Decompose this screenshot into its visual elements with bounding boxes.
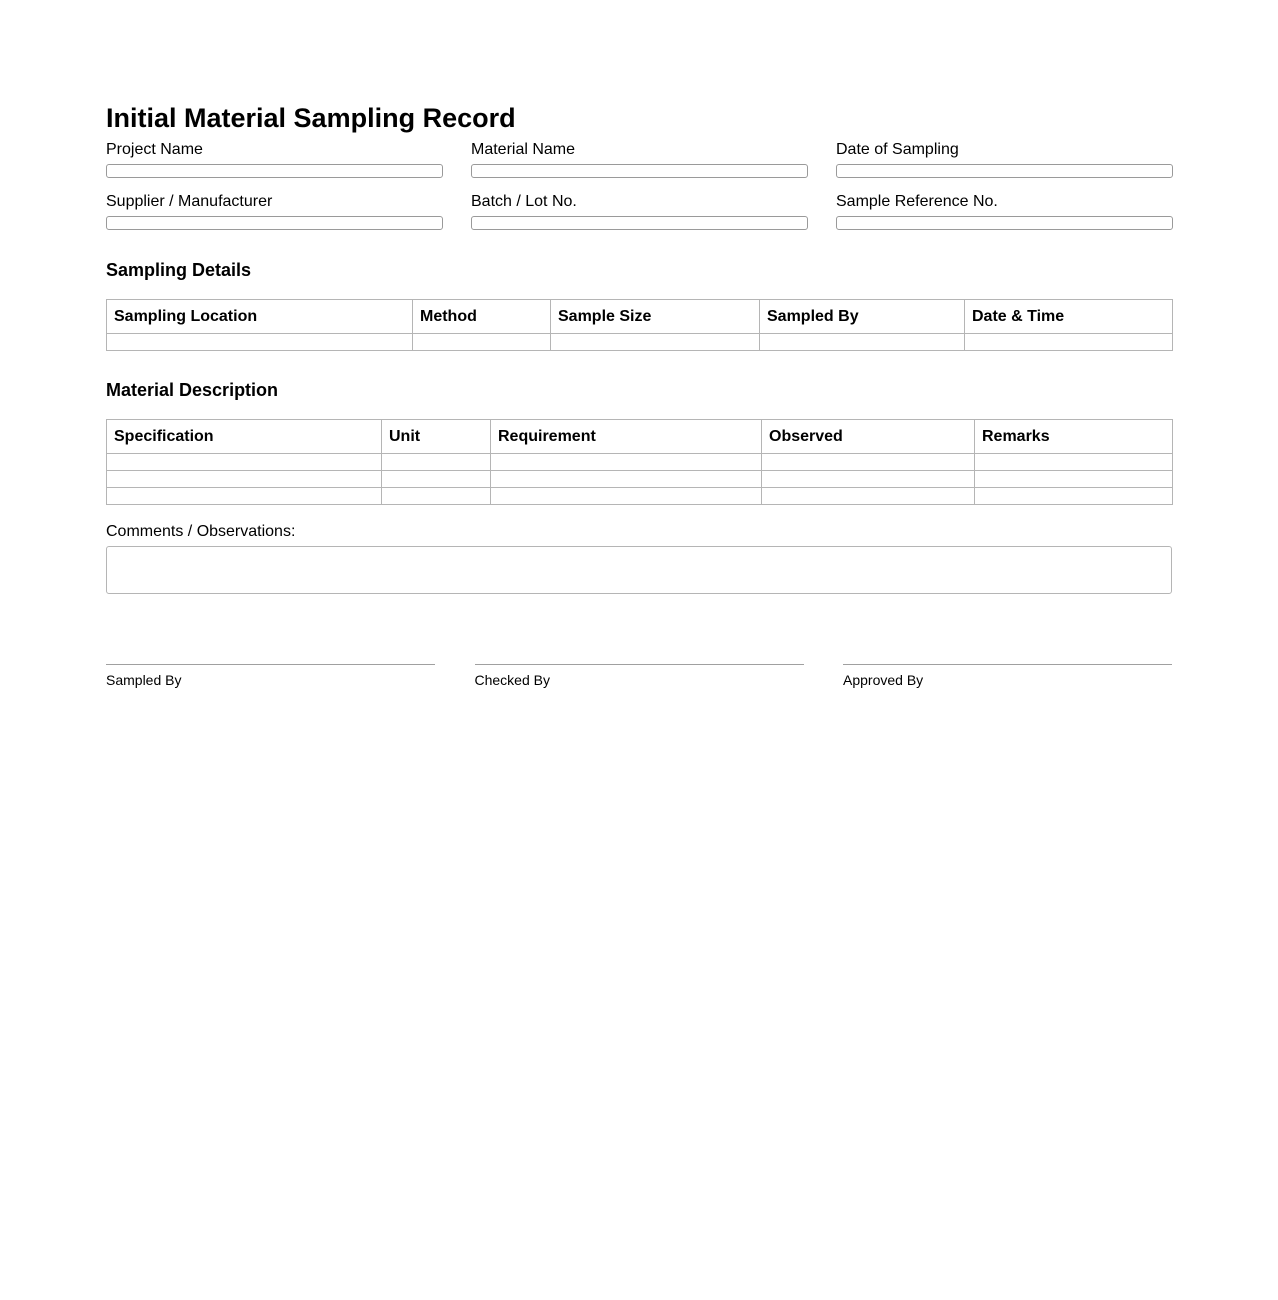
table-cell[interactable] [975,471,1173,488]
comments-textarea[interactable] [106,546,1172,594]
table-header-row [107,300,1173,334]
field-label: Sample Reference No. [836,193,998,210]
table-cell[interactable] [762,471,975,488]
project-name-input[interactable] [106,164,443,178]
table-cell[interactable] [551,334,760,351]
table-header-row [107,420,1173,454]
field-project-name [106,139,443,178]
field-label: Batch / Lot No. [471,193,577,210]
table-cell[interactable] [491,454,762,471]
header-fields [106,139,1172,230]
signature-label: Approved By [843,672,924,688]
batch-lot-input[interactable] [471,216,808,230]
signature-line[interactable] [475,664,804,665]
table-cell[interactable] [413,334,551,351]
material-description-heading: Material Description [106,380,279,400]
table-cell[interactable] [107,334,413,351]
signature-sampled-by [106,664,435,689]
field-batch-lot [471,191,808,230]
field-label: Project Name [106,141,203,158]
sampling-record-form [106,100,1172,689]
table-row [107,471,1173,488]
column-header: Requirement [491,420,762,454]
table-cell[interactable] [975,454,1173,471]
table-cell[interactable] [762,488,975,505]
table-row [107,334,1173,351]
field-supplier [106,191,443,230]
comments-label: Comments / Observations: [106,523,296,540]
supplier-input[interactable] [106,216,443,230]
column-header: Sampling Location [107,300,413,334]
table-cell[interactable] [965,334,1173,351]
page-title: Initial Material Sampling Record [106,103,516,133]
table-cell[interactable] [382,471,491,488]
sampling-details-table [106,299,1173,351]
signature-label: Checked By [474,672,550,688]
signature-section [106,664,1172,689]
table-cell[interactable] [107,454,382,471]
column-header: Remarks [975,420,1173,454]
table-cell[interactable] [762,454,975,471]
column-header: Date & Time [965,300,1173,334]
sample-reference-input[interactable] [836,216,1173,230]
field-label: Supplier / Manufacturer [106,193,273,210]
table-cell[interactable] [107,471,382,488]
field-label: Date of Sampling [836,141,959,158]
table-row [107,454,1173,471]
column-header: Specification [107,420,382,454]
field-material-name [471,139,808,178]
signature-label: Sampled By [106,672,182,688]
table-cell[interactable] [975,488,1173,505]
column-header: Observed [762,420,975,454]
date-of-sampling-input[interactable] [836,164,1173,178]
column-header: Method [413,300,551,334]
field-label: Material Name [471,141,576,158]
signature-checked-by [475,664,804,689]
table-cell[interactable] [760,334,965,351]
column-header: Sampled By [760,300,965,334]
field-date-of-sampling [836,139,1173,178]
signature-approved-by [843,664,1172,689]
table-cell[interactable] [491,488,762,505]
signature-line[interactable] [106,664,435,665]
table-cell[interactable] [382,488,491,505]
material-name-input[interactable] [471,164,808,178]
field-sample-reference [836,191,1173,230]
table-cell[interactable] [382,454,491,471]
table-row [107,488,1173,505]
material-description-table [106,419,1173,505]
table-cell[interactable] [107,488,382,505]
sampling-details-heading: Sampling Details [106,260,252,280]
table-cell[interactable] [491,471,762,488]
signature-line[interactable] [843,664,1172,665]
column-header: Sample Size [551,300,760,334]
column-header: Unit [382,420,491,454]
